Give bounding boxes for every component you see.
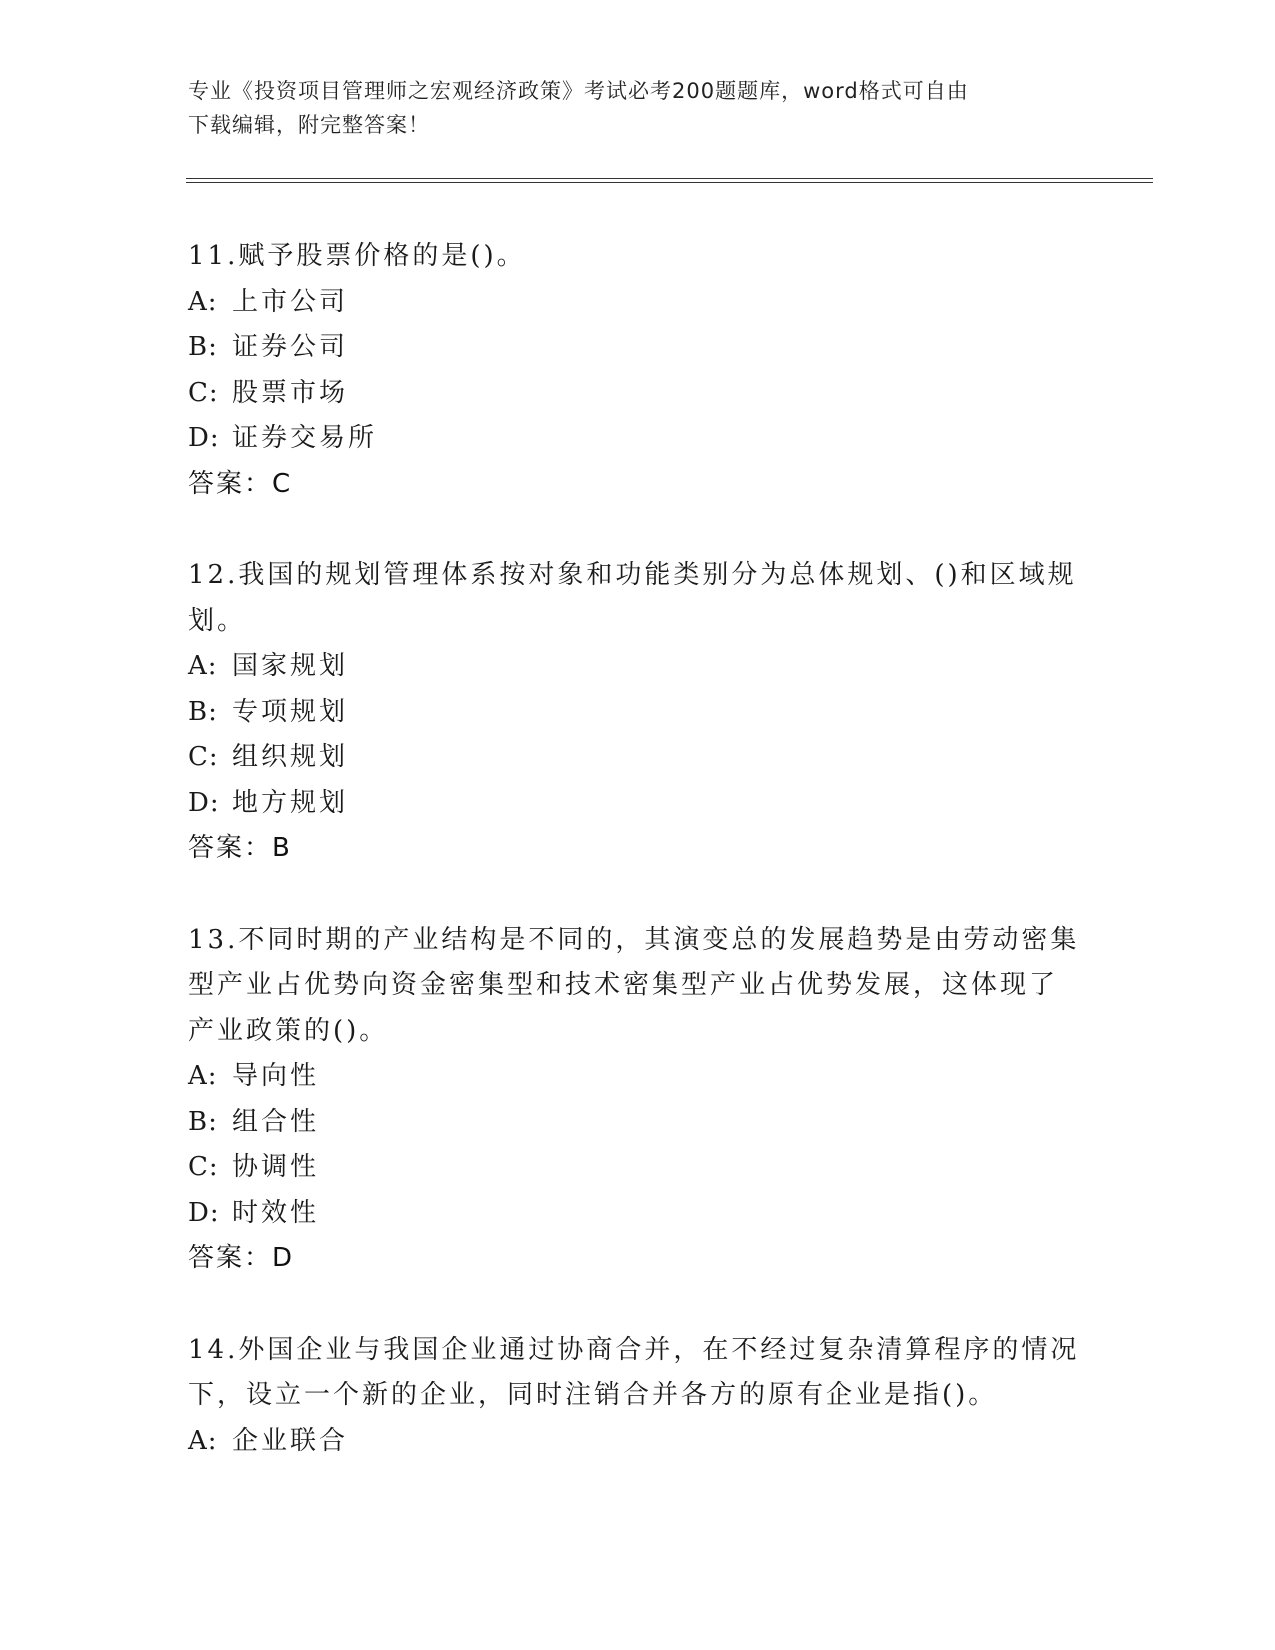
answer-option	[188, 280, 1088, 326]
option-text: 专项规划	[232, 696, 349, 727]
header-line-1: 专业《投资项目管理师之宏观经济政策》考试必考200题题库，word格式可自由	[188, 79, 969, 103]
question-stem	[188, 918, 1088, 1055]
option-text: 上市公司	[232, 286, 349, 317]
option-text: 地方规划	[232, 787, 349, 818]
option-letter: C:	[188, 377, 219, 408]
answer-option	[188, 371, 1088, 417]
answer-key: 答案：C	[188, 468, 293, 499]
option-letter: A:	[188, 286, 218, 317]
answer-option	[188, 416, 1088, 462]
option-text: 证券公司	[232, 332, 349, 362]
question-list	[188, 234, 1088, 1510]
option-text: 时效性	[232, 1197, 320, 1228]
document-header	[188, 74, 1088, 142]
question-stem	[188, 1328, 1088, 1419]
answer-option	[188, 690, 1088, 736]
option-text: 国家规划	[232, 651, 349, 681]
question-stem	[188, 553, 1088, 644]
answer-option	[188, 1145, 1088, 1191]
question-item	[188, 918, 1088, 1282]
option-letter: C:	[188, 1152, 219, 1182]
question-item	[188, 234, 1088, 507]
option-letter: D:	[188, 787, 220, 818]
question-stem-line: 型产业占优势向资金密集型和技术密集型产业占优势发展，这体现了	[188, 970, 1059, 1000]
answer-option	[188, 1054, 1088, 1100]
question-stem	[188, 234, 1088, 280]
option-text: 组合性	[232, 1106, 320, 1137]
option-text: 企业联合	[232, 1425, 349, 1456]
answer-key: 答案：B	[188, 833, 292, 863]
question-stem-line: 产业政策的()。	[188, 1015, 389, 1046]
option-letter: A:	[188, 1425, 218, 1456]
header-line-2: 下载编辑，附完整答案！	[188, 113, 430, 137]
header-divider-bottom	[186, 182, 1153, 183]
question-stem-line: 划。	[188, 605, 247, 636]
answer-option	[188, 644, 1088, 690]
question-stem-line: 下，设立一个新的企业，同时注销合并各方的原有企业是指()。	[188, 1380, 998, 1410]
option-letter: A:	[188, 651, 218, 681]
option-letter: B:	[188, 1106, 218, 1137]
question-stem-line: 12.我国的规划管理体系按对象和功能类别分为总体规划、()和区域规	[188, 560, 1077, 590]
option-text: 股票市场	[232, 377, 349, 408]
option-text: 组织规划	[232, 742, 349, 772]
option-letter: B:	[188, 332, 218, 362]
option-text: 证券交易所	[232, 423, 378, 453]
answer-option	[188, 1419, 1088, 1465]
question-stem-line: 13.不同时期的产业结构是不同的，其演变总的发展趋势是由劳动密集	[188, 924, 1080, 955]
option-letter: B:	[188, 696, 218, 727]
answer-option	[188, 325, 1088, 371]
question-item	[188, 553, 1088, 872]
question-stem-line: 14.外国企业与我国企业通过协商合并，在不经过复杂清算程序的情况	[188, 1334, 1080, 1365]
option-letter: D:	[188, 423, 220, 453]
option-letter: C:	[188, 742, 219, 772]
answer-option	[188, 1191, 1088, 1237]
option-text: 协调性	[232, 1152, 320, 1182]
option-text: 导向性	[232, 1061, 320, 1091]
header-divider-top	[186, 178, 1153, 179]
answer-option	[188, 1100, 1088, 1146]
option-letter: A:	[188, 1061, 218, 1091]
option-letter: D:	[188, 1197, 220, 1228]
answer-key: 答案：D	[188, 1243, 295, 1273]
answer-option	[188, 781, 1088, 827]
question-item	[188, 1328, 1088, 1465]
question-stem-line: 11.赋予股票价格的是()。	[188, 241, 526, 271]
answer-option	[188, 735, 1088, 781]
